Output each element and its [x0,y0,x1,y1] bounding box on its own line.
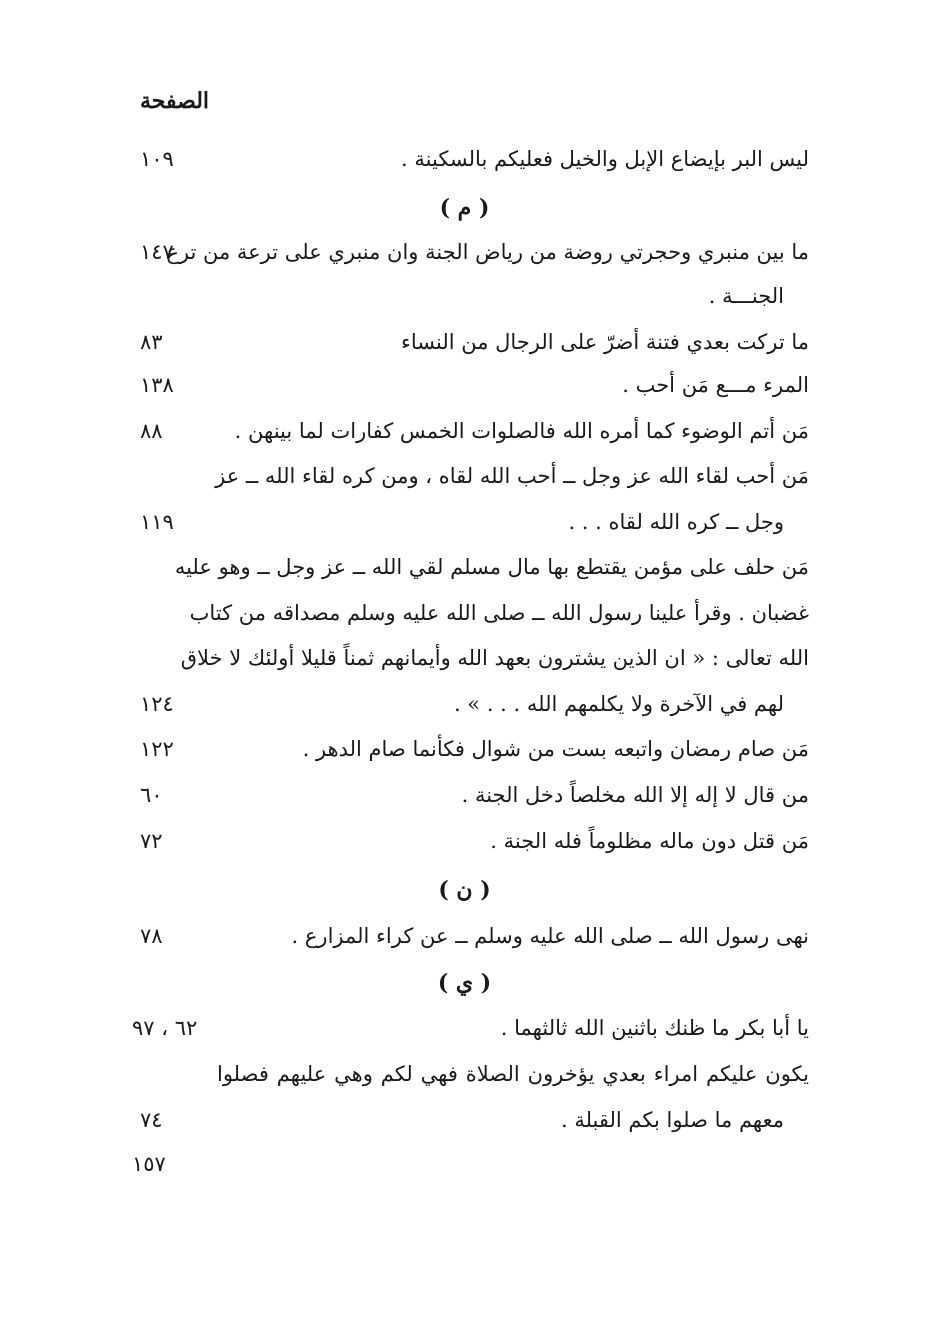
entry-page-number: ١٢٤ [140,692,174,716]
entry-line: ما تركت بعدي فتنة أضرّ على الرجال من النساء [400,330,809,354]
entry-line: مَن صام رمضان واتبعه بست من شوال فكأنما صام الدهر . [302,737,809,761]
entry-line: الجنـــة . [708,284,784,308]
letter-heading: ( م ) [439,195,490,221]
entry-page-number: ٧٢ [140,829,163,853]
entry-line: ما بين منبري وحجرتي روضة من رياض الجنة وان منبري على ترعة من ترع [166,240,809,264]
entry-page-number: ١١٩ [140,510,174,534]
entry-line: نهى رسول الله ــ صلى الله عليه وسلم ــ عن كراء المزارع . [291,924,809,948]
entry-line: يكون عليكم امراء بعدي يؤخرون الصلاة فهي لكم وهي عليهم فصلوا [217,1062,809,1086]
entry-line: ليس البر بإيضاع الإبل والخيل فعليكم بالسكينة . [401,147,809,171]
letter-heading: ( ي ) [437,970,492,996]
letter-heading: ( ن ) [438,877,491,903]
entry-page-number: ١٣٨ [140,373,174,397]
entry-page-number: ٦٠ [140,783,163,807]
entry-line: مَن أحب لقاء الله عز وجل ــ أحب الله لقاه ، ومن كره لقاء الله ــ عز [215,464,809,488]
entry-line: المرء مـــع مَن أحب . [622,373,809,397]
entry-line: لهم في الآخرة ولا يكلمهم الله . . . » . [453,692,784,716]
page-column-header: الصفحة [140,88,210,114]
entry-page-number: ١٢٢ [140,737,174,761]
entry-page-number: ١٠٩ [140,147,174,171]
entry-page-number: ٧٤ [140,1108,163,1132]
entry-line: من قال لا إله إلا الله مخلصاً دخل الجنة . [461,783,809,807]
entry-line: الله تعالى : « ان الذين يشترون بعهد الله وأيمانهم ثمناً قليلا أولئك لا خلاق [180,646,809,670]
entry-page-number: ٦٢ ، ٩٧ [132,1016,198,1040]
entry-line: مَن قتل دون ماله مظلوماً فله الجنة . [490,829,809,853]
entry-page-number: ٨٣ [140,330,163,354]
entry-line: مَن حلف على مؤمن يقتطع بها مال مسلم لقي الله ــ عز وجل ــ وهو عليه [174,555,809,579]
entry-page-number: ١٤٧ [140,240,174,264]
folio-page-number: ١٥٧ [132,1152,166,1176]
entry-page-number: ٧٨ [140,924,163,948]
entry-line: وجل ــ كره الله لقاه . . . [568,510,784,534]
entry-line: يا أبا بكر ما ظنك باثنين الله ثالثهما . [500,1016,809,1040]
entry-line: غضبان . وقرأ علينا رسول الله ــ صلى الله عليه وسلم مصداقه من كتاب [189,601,809,625]
entry-line: معهم ما صلوا بكم القبلة . [560,1108,784,1132]
entry-line: مَن أتم الوضوء كما أمره الله فالصلوات الخمس كفارات لما بينهن . [234,419,809,443]
entry-page-number: ٨٨ [140,419,163,443]
